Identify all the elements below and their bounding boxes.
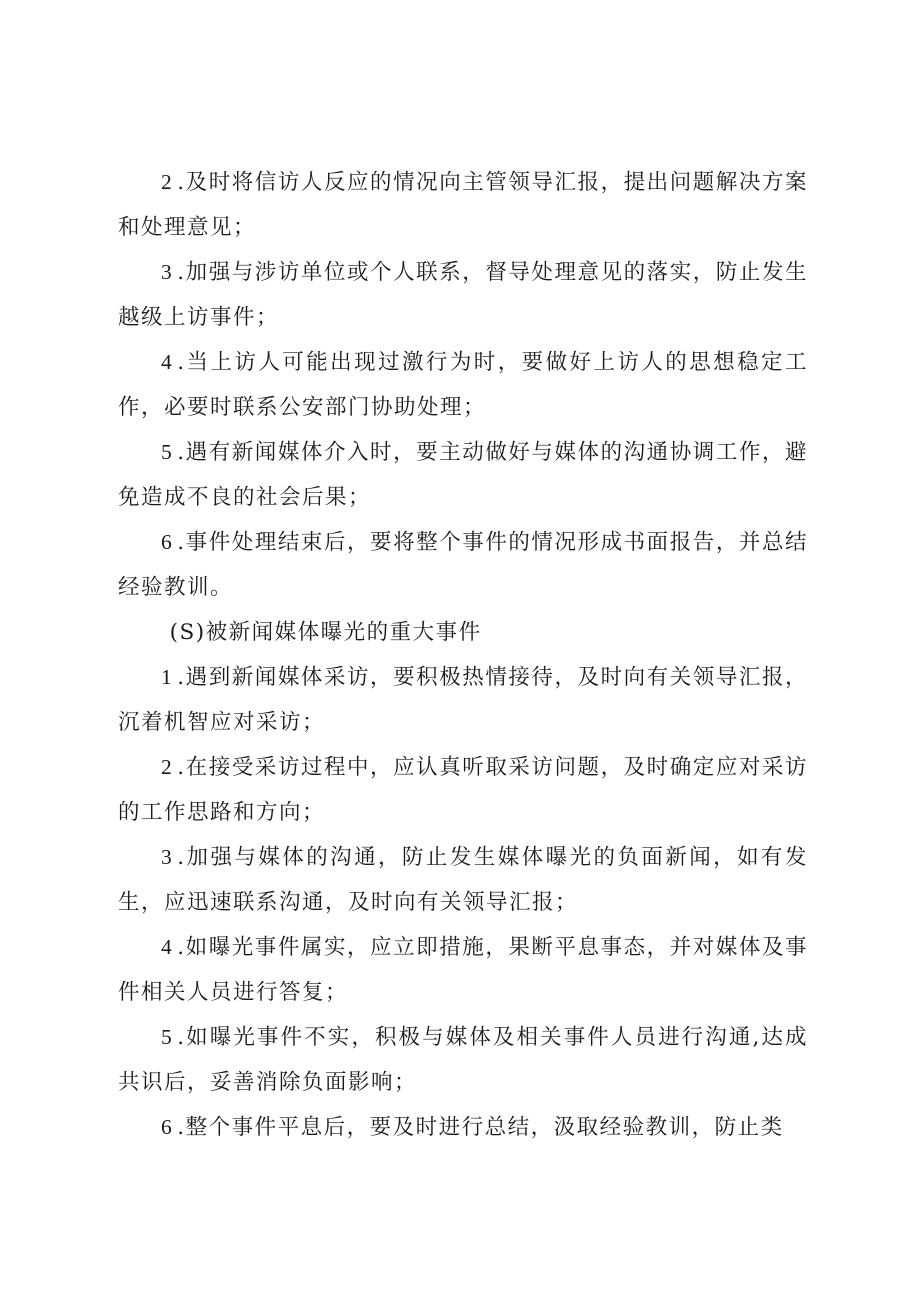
- item-number: 6: [161, 530, 174, 554]
- list-item: [118, 250, 808, 340]
- item-number: 5: [161, 440, 174, 464]
- list-item: [118, 655, 808, 745]
- item-text: .当上访人可能出现过激行为时，要做好上访人的思想稳定工作，必要时联系公安部门协助处理；: [118, 350, 808, 420]
- list-item: [118, 520, 808, 610]
- list-item: [118, 340, 808, 430]
- item-text: .加强与涉访单位或个人联系，督导处理意见的落实，防止发生越级上访事件；: [118, 260, 808, 330]
- list-item: [118, 160, 808, 250]
- section-heading: (S)被新闻媒体曝光的重大事件: [169, 620, 482, 645]
- item-number: 2: [161, 755, 174, 779]
- item-number: 5: [161, 1025, 174, 1049]
- item-text: .及时将信访人反应的情况向主管领导汇报，提出问题解决方案和处理意见；: [118, 170, 808, 240]
- item-number: 3: [161, 845, 174, 869]
- list-item: [118, 835, 808, 925]
- item-number: 1: [161, 665, 174, 689]
- item-number: 4: [161, 935, 174, 959]
- item-text: .加强与媒体的沟通，防止发生媒体曝光的负面新闻，如有发生，应迅速联系沟通，及时向有关领导汇报；: [118, 845, 808, 915]
- item-text: .遇到新闻媒体采访，要积极热情接待，及时向有关领导汇报，沉着机智应对采访；: [118, 665, 808, 735]
- item-text: .在接受采访过程中，应认真听取采访问题，及时确定应对采访的工作思路和方向；: [118, 755, 808, 825]
- list-item: [118, 925, 808, 1015]
- item-number: 2: [161, 170, 174, 194]
- list-item: [118, 430, 808, 520]
- item-text: .事件处理结束后，要将整个事件的情况形成书面报告，并总结经验教训。: [118, 530, 808, 600]
- item-number: 6: [161, 1115, 174, 1139]
- item-number: 3: [161, 260, 174, 284]
- list-item: [118, 745, 808, 835]
- list-item: [118, 1105, 808, 1150]
- item-number: 4: [161, 350, 174, 374]
- item-text: .遇有新闻媒体介入时，要主动做好与媒体的沟通协调工作，避免造成不良的社会后果；: [118, 440, 808, 510]
- item-text: .如曝光事件属实，应立即措施，果断平息事态，并对媒体及事件相关人员进行答复；: [118, 935, 808, 1005]
- item-text: .如曝光事件不实，积极与媒体及相关事件人员进行沟通,达成共识后，妥善消除负面影响；: [118, 1025, 808, 1095]
- item-text: .整个事件平息后，要及时进行总结，汲取经验教训，防止类: [177, 1115, 784, 1140]
- list-item: [118, 1015, 808, 1105]
- document-body: [118, 160, 808, 1150]
